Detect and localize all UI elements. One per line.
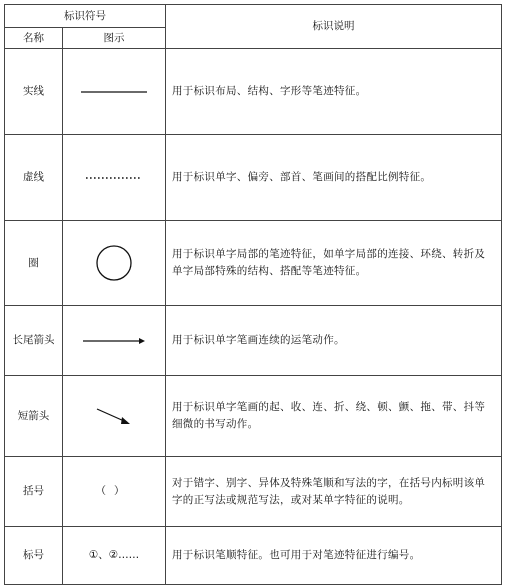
row-symbol xyxy=(63,306,166,376)
row-description: 用于标识单字笔画连续的运笔动作。 xyxy=(166,306,502,376)
row-name: 短箭头 xyxy=(5,376,63,457)
row-name: 括号 xyxy=(5,457,63,527)
numbering-symbol: ①、②…… xyxy=(88,549,140,561)
row-description: 用于标识单字、偏旁、部首、笔画间的搭配比例特征。 xyxy=(166,135,502,221)
row-description: 用于标识单字局部的笔迹特征，如单字局部的连接、环绕、转折及单字局部特殊的结构、搭配等笔迹特征。 xyxy=(166,221,502,306)
row-name: 圈 xyxy=(5,221,63,306)
table-row xyxy=(5,49,502,135)
table-row xyxy=(5,457,502,527)
short-arrow-icon xyxy=(94,405,134,427)
table-row xyxy=(5,527,502,585)
table-row xyxy=(5,221,502,306)
circle-icon xyxy=(94,243,134,283)
bracket-symbol: （） xyxy=(95,485,133,497)
row-symbol xyxy=(63,527,166,585)
row-symbol xyxy=(63,135,166,221)
header-image: 图示 xyxy=(63,28,166,49)
header-name: 名称 xyxy=(5,28,63,49)
row-name: 实线 xyxy=(5,49,63,135)
row-description: 对于错字、别字、异体及特殊笔顺和写法的字，在括号内标明该单字的正写法或规范写法，或对某单字特征的说明。 xyxy=(166,457,502,527)
row-description: 用于标识单字笔画的起、收、连、折、绕、顿、颤、拖、带、抖等细微的书写动作。 xyxy=(166,376,502,457)
row-description: 用于标识布局、结构、字形等笔迹特征。 xyxy=(166,49,502,135)
header-symbol-group: 标识符号 xyxy=(5,5,166,28)
row-name: 长尾箭头 xyxy=(5,306,63,376)
dotted-line-icon xyxy=(84,174,144,182)
row-name: 标号 xyxy=(5,527,63,585)
row-symbol xyxy=(63,376,166,457)
table-row xyxy=(5,135,502,221)
row-symbol xyxy=(63,49,166,135)
row-symbol xyxy=(63,457,166,527)
row-symbol xyxy=(63,221,166,306)
solid-line-icon xyxy=(79,88,149,96)
header-description: 标识说明 xyxy=(166,5,502,49)
row-name: 虚线 xyxy=(5,135,63,221)
row-description: 用于标识笔顺特征。也可用于对笔迹特征进行编号。 xyxy=(166,527,502,585)
table-row xyxy=(5,306,502,376)
table-row xyxy=(5,376,502,457)
long-arrow-icon xyxy=(81,336,147,346)
symbol-legend-table xyxy=(4,4,502,585)
